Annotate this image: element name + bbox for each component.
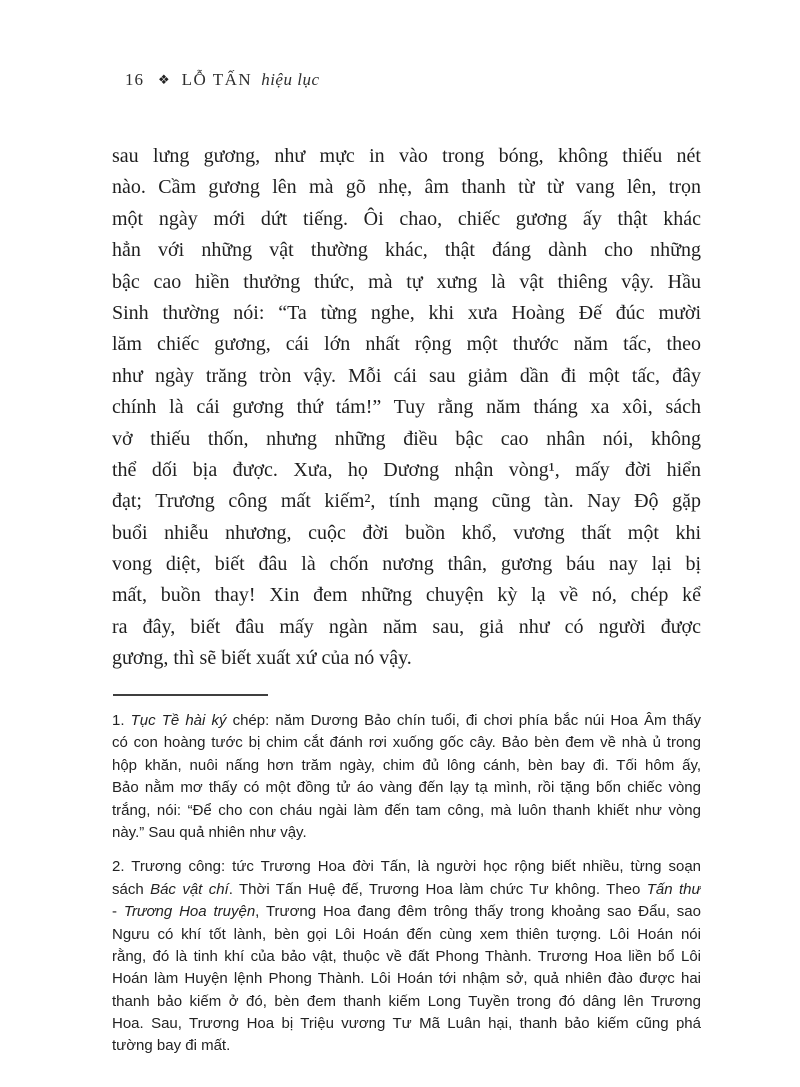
footnote-text: Ngưu có khí tốt lành, bèn gọi Lôi Hoán đến cùng xem thiên tượng. Lôi Hoán nói [112,925,701,943]
footnote-line [112,1035,701,1057]
footnote-text: chép: năm Dương Bảo chín tuổi, đi chơi phía bắc núi Hoa Âm thấy [226,712,701,729]
body-text-line: như ngày trăng tròn vậy. Mỗi cái sau giảm dần đi một tấc, đây [112,364,701,387]
footnote-line [112,755,701,777]
footnotes-section [112,710,701,1058]
footnote-text: Bảo nằm mơ thấy có một đồng tử áo vàng đến lạy tạ mình, rồi tặng bốn chiếc vòng [112,779,701,797]
page-number: 16 [125,70,144,89]
body-text-line: Sinh thường nói: “Ta từng nghe, khi xưa Hoàng Đế đúc mười [112,301,701,324]
footnote-italic-text: Trương Hoa truyện [123,903,256,921]
footnote-text: này.” Sau quả nhiên như vậy. [112,823,307,841]
body-text-line: đạt; Trương công mất kiếm², tính mạng cũng tàn. Nay Độ gặp [112,490,701,513]
body-text-line: vở thiếu thốn, nhưng những điều bậc cao nhân nói, không [112,427,701,450]
footnote-text: hộp khăn, nuôi nấng hơn trăm ngày, chim đủ lông cánh, bèn bay đi. Tối hôm ấy, [112,756,701,774]
footnote-line [112,968,701,990]
footnote-line [112,800,701,822]
body-text-line: thể dối bịa được. Xưa, họ Dương nhận vòng¹, mấy đời hiển [112,458,701,481]
footnote-line [112,924,701,946]
footnote-text: thanh bảo kiếm ở đó, bèn đem thanh kiếm Long Tuyền trong đó dâng lên Trương [112,992,701,1010]
footnote-line [112,946,701,968]
footnote-text: 2. Trương công: tức Trương Hoa đời Tấn, là người học rộng biết nhiều, từng soạn [112,858,701,876]
body-text-line: bậc cao hiền thưởng thức, mà tự xưng là vật thiêng vậy. Hầu [112,270,701,293]
body-text-line: lăm chiếc gương, cái lớn nhất rộng một thước năm tấc, theo [112,333,701,356]
footnote-italic-text: Bác vật chí [150,880,229,898]
footnote-text: Hoa. Sau, Trương Hoa bị Triệu vương Tư Mã Luân hại, thanh bảo kiếm cũng phá [112,1015,701,1033]
footnote-text: Hoán làm Huyện lệnh Phong Thành. Lôi Hoán tới nhậm sở, quả nhiên đào được hai [112,970,701,988]
footnote-line [112,777,701,799]
footnote-text: , Trương Hoa đang đêm trông thấy trong khoảng sao Đẩu, sao [255,903,701,921]
footnote-line [112,856,701,878]
body-text-line: gương, thì sẽ biết xuất xứ của nó vậy. [112,647,412,670]
body-text-line: mất, buồn thay! Xin đem những chuyện kỳ lạ về nó, chép kể [112,584,701,607]
book-title: LỖ TẤN [181,70,253,89]
footnote-line [112,991,701,1013]
footnote [112,710,701,844]
footnote-italic-text: Tục Tề hài ký [130,712,227,729]
body-text-line: nào. Cầm gương lên mà gõ nhẹ, âm thanh từ từ vang lên, trọn [112,176,701,199]
body-text-line: hẳn với những vật thường khác, thật đáng dành cho những [112,239,701,262]
body-text [112,141,701,675]
body-text-line: sau lưng gương, như mực in vào trong bóng, không thiếu nét [112,145,701,167]
footnote-line [112,901,701,923]
footnote-text: tường bay đi mất. [112,1037,231,1055]
body-text-line: buổi nhiễu nhương, cuộc đời buồn khổ, vương thất một khi [112,521,701,544]
footnote-line [112,822,701,844]
book-subtitle: hiệu lục [261,70,320,89]
footnote-text: rằng, đó là tinh khí của bảo vật, thuộc về đất Phong Thành. Trương Hoa liền bổ Lôi [112,947,701,965]
body-text-line: ra đây, biết đâu mấy ngàn năm sau, giả như có người được [112,615,701,638]
footnote-line [112,879,701,901]
footnote-text: sách [112,880,151,898]
footnote-text: có con hoàng tước bị chim cắt đánh rơi xuống gốc cây. Bảo bèn đem về nhà ủ trong [112,734,701,752]
footnote-text: - [112,903,124,921]
footnote-text: . Thời Tấn Huệ đế, Trương Hoa làm chức Tư không. Theo [228,880,647,898]
footnote-italic-text: Tấn thư [646,880,701,898]
page-header [125,70,320,90]
body-text-line: chính là cái gương thứ tám!” Tuy rằng năm tháng xa xôi, sách [112,396,701,419]
footnote-line [112,1013,701,1035]
footnote-line [112,710,701,732]
footnote-separator [113,694,268,696]
footnote-line [112,732,701,754]
diamond-ornament-icon: ❖ [158,73,170,88]
footnote [112,856,701,1058]
footnote-text: trắng, nói: “Để cho con cháu ngài làm đến tam công, mà luôn thanh khiết như vòng [112,801,701,819]
footnote-text: 1. [112,712,131,729]
body-text-line: vong diệt, biết đâu là chốn nương thân, gương báu nay lại bị [112,553,701,576]
body-text-line: một ngày mới dứt tiếng. Ôi chao, chiếc gương ấy thật khác [112,207,701,230]
